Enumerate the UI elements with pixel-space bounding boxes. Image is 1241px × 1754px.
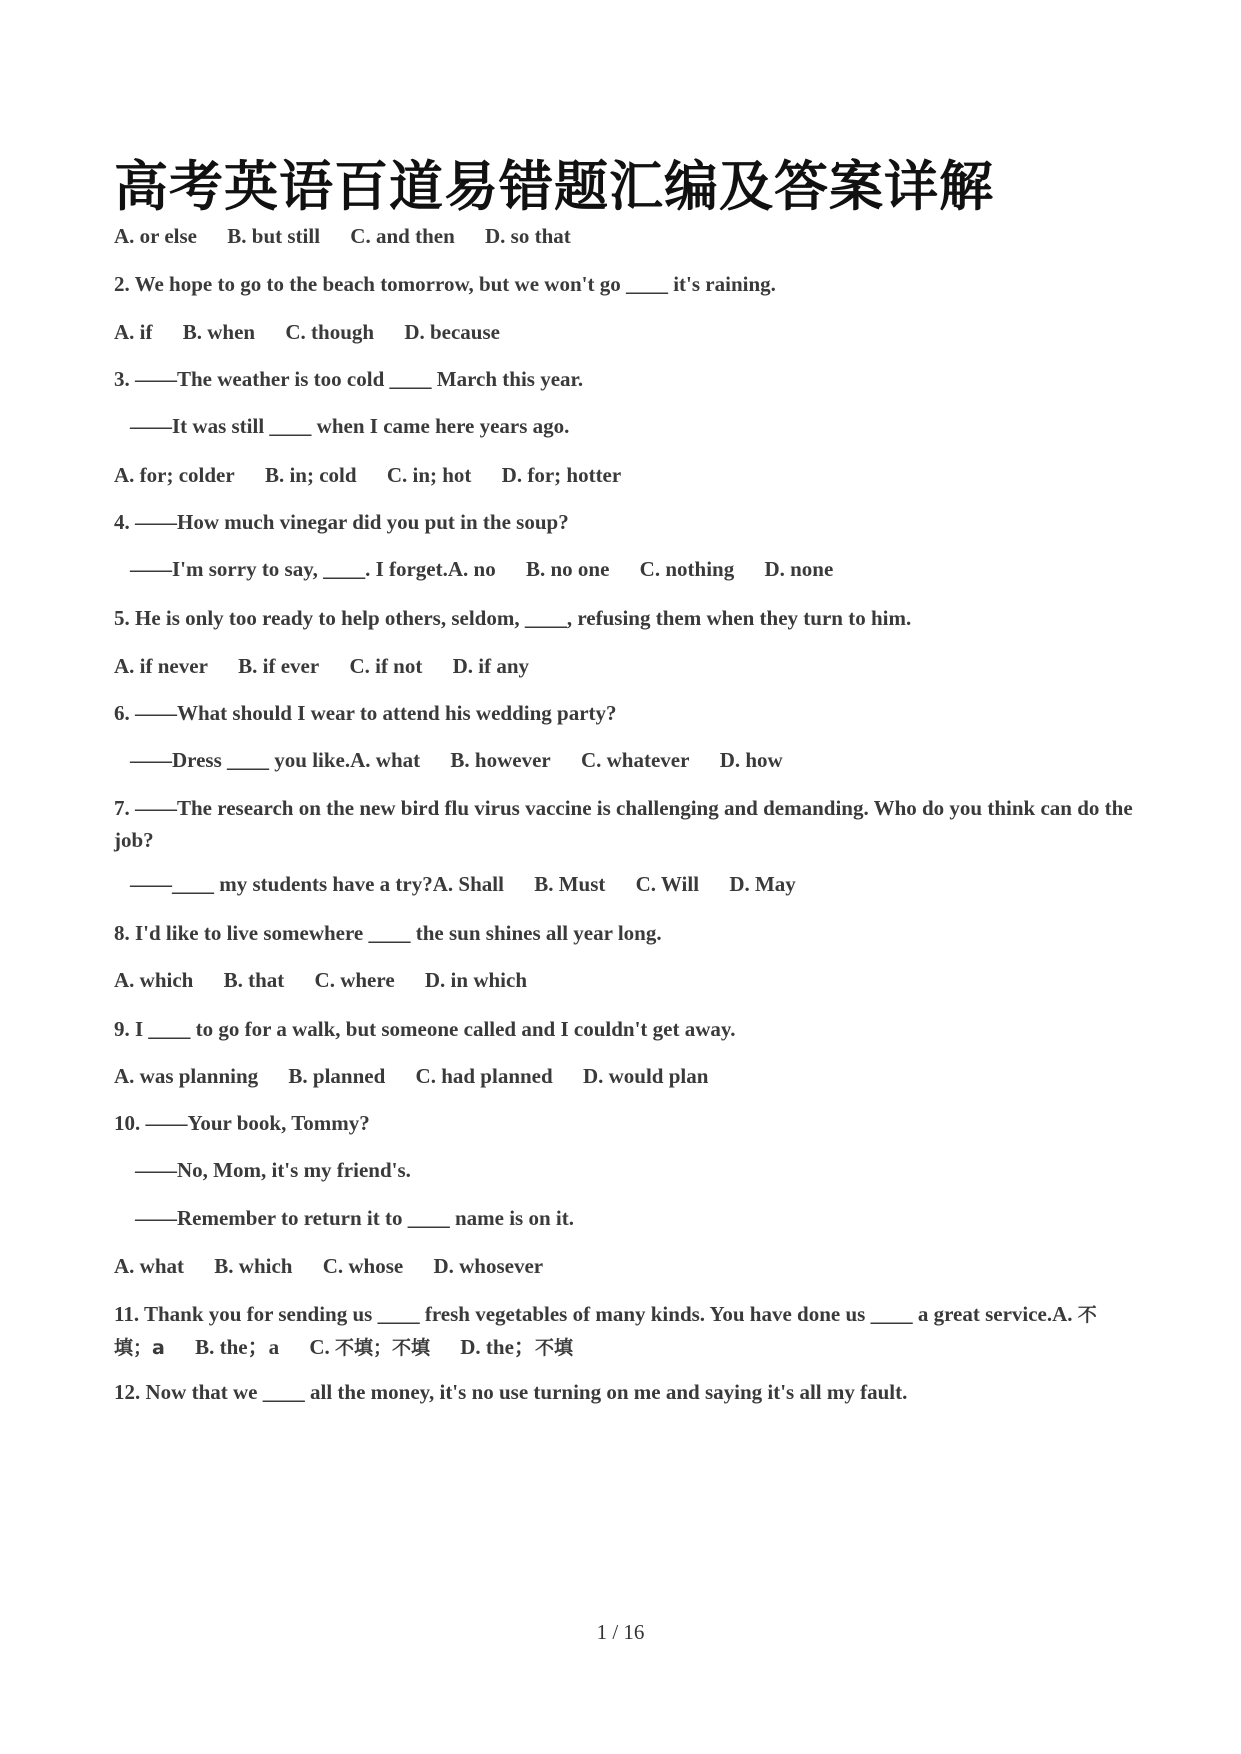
q10-option-c: C. whose [322,1254,404,1278]
q7-reply-line [130,868,821,900]
document-title: 高考英语百道易错题汇编及答案详解 [114,155,994,218]
q6-option-c: C. whatever [580,748,690,772]
q2-option-d: D. because [404,320,500,344]
q6-option-d: D. how [719,748,783,772]
q4-option-a: A. no [447,557,496,581]
q5-option-a: A. if never [114,654,208,678]
q11-stem: 11. Thank you for sending us ____ fresh vegetables of many kinds. You have done us ____ a great service. [114,1302,1053,1326]
q9-option-a: A. was planning [114,1064,259,1088]
q4-option-c: C. nothing [639,557,735,581]
q5-option-d: D. if any [452,654,530,678]
q1-option-c: C. and then [350,224,455,248]
q5-stem: 5. He is only too ready to help others, seldom, ____, refusing them when they turn to him. [114,606,912,630]
q8-options [114,964,552,996]
q9-stem: 9. I ____ to go for a walk, but someone called and I couldn't get away. [114,1017,736,1041]
q10-option-d: D. whosever [433,1254,544,1278]
q2-option-a: A. if [114,320,153,344]
q11-option-a: 不填；a [114,1304,1097,1359]
q3-stem: 3. ——The weather is too cold ____ March this year. [114,367,584,391]
q11-option-c-prefix: C. [309,1335,335,1359]
q2-option-b: B. when [182,320,256,344]
q10-option-a: A. what [114,1254,185,1278]
q8-option-b: B. that [223,968,285,992]
q11-option-c: 不填；不填 [335,1337,431,1359]
q7-option-c: C. Will [635,872,700,896]
q5-option-c: C. if not [349,654,423,678]
q5-options [114,650,554,682]
q10-reply-2: ——Remember to return it to ____ name is on it. [135,1206,574,1230]
q3-option-b: B. in; cold [264,463,357,487]
q10-option-b: B. which [214,1254,293,1278]
q10-stem: 10. ——Your book, Tommy? [114,1111,370,1135]
q10-options [114,1250,568,1282]
q11-option-d-prefix: D. the； [460,1335,535,1359]
q2-stem: 2. We hope to go to the beach tomorrow, but we won't go ____ it's raining. [114,272,776,296]
q11-option-d: 不填 [534,1337,573,1359]
q1-option-a: A. or else [114,224,198,248]
q9-options [114,1060,733,1092]
q9-option-b: B. planned [288,1064,386,1088]
q6-reply: ——Dress ____ you like. [130,748,351,772]
q1-option-d: D. so that [485,224,571,248]
q7-option-b: B. Must [534,872,606,896]
q4-reply-line [130,553,858,585]
q6-reply-line [130,744,808,776]
q11-text [114,1298,1134,1364]
q1-options [114,220,596,252]
q7-option-a: A. Shall [432,872,504,896]
q11-option-b: B. the；a [195,1335,280,1359]
q9-option-c: C. had planned [415,1064,553,1088]
q5-option-b: B. if ever [238,654,320,678]
q8-option-a: A. which [114,968,194,992]
q11-option-a-prefix: A. [1052,1302,1078,1326]
q4-stem: 4. ——How much vinegar did you put in the soup? [114,510,569,534]
q10-reply-1: ——No, Mom, it's my friend's. [135,1158,411,1182]
q3-option-c: C. in; hot [386,463,472,487]
q3-option-d: D. for; hotter [501,463,622,487]
q6-stem: 6. ——What should I wear to attend his wedding party? [114,701,617,725]
q4-reply: ——I'm sorry to say, ____. I forget. [130,557,448,581]
q2-options [114,316,525,348]
q3-reply: ——It was still ____ when I came here years ago. [130,414,570,438]
q7-option-d: D. May [729,872,796,896]
q7-stem: 7. ——The research on the new bird flu virus vaccine is challenging and demanding. Who do you think can do the job? [114,796,1133,852]
q4-option-b: B. no one [525,557,610,581]
q3-option-a: A. for; colder [114,463,235,487]
q8-stem: 8. I'd like to live somewhere ____ the sun shines all year long. [114,921,662,945]
q6-option-a: A. what [350,748,421,772]
q6-option-b: B. however [450,748,551,772]
q8-option-c: C. where [314,968,395,992]
q3-options [114,459,646,491]
q9-option-d: D. would plan [582,1064,709,1088]
q8-option-d: D. in which [424,968,527,992]
page-number: 1 / 16 [596,1620,645,1644]
q1-option-b: B. but still [227,224,321,248]
q7-reply: ——____ my students have a try? [130,872,433,896]
q2-option-c: C. though [285,320,375,344]
q4-option-d: D. none [764,557,834,581]
q12-stem: 12. Now that we ____ all the money, it's no use turning on me and saying it's all my fault. [114,1380,908,1404]
